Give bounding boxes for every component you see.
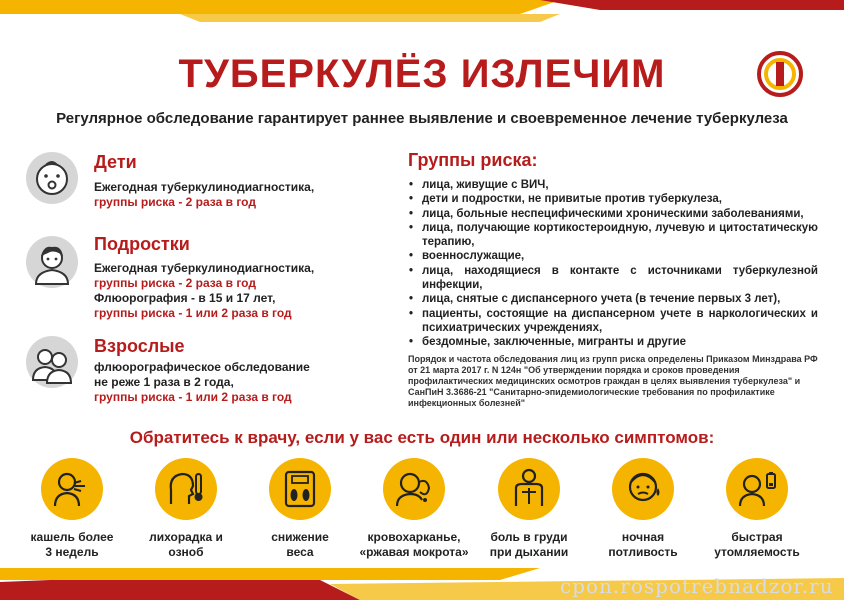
adults-icon (26, 336, 78, 388)
group-line: флюорографическое обследование (94, 360, 310, 374)
group-line: Ежегодная туберкулинодиагностика, (94, 261, 315, 275)
group-title-adults: Взрослые (94, 336, 185, 356)
group-line: Ежегодная туберкулинодиагностика, (94, 180, 315, 194)
sweating-face-icon (612, 458, 674, 520)
website-watermark: cpon.rospotrebnadzor.ru (560, 574, 834, 598)
group-title-children: Дети (94, 152, 137, 172)
risk-group-item: • военнослужащие, (408, 249, 818, 263)
symptom-label: кровохарканье, «ржавая мокрота» (359, 530, 469, 559)
group-line-risk: группы риска - 2 раза в год (94, 195, 256, 209)
group-line-risk: группы риска - 2 раза в год (94, 276, 256, 290)
risk-group-item: • лица, находящиеся в контакте с источниками туберкулезной инфекции, (408, 264, 818, 293)
risk-groups-title: Группы риска: (408, 150, 538, 170)
symptom-label: боль в груди при дыхании (489, 530, 569, 559)
symptom-label: быстрая утомляемость (714, 530, 800, 559)
risk-groups-list (408, 178, 818, 350)
page-subtitle: Регулярное обследование гарантирует раннее выявление и своевременное лечение туберкулеза (56, 110, 788, 127)
baby-face-icon (26, 152, 78, 204)
symptom-label: ночная потливость (608, 530, 678, 559)
risk-group-item: • лица, снятые с диспансерного учета (в течение первых 3 лет), (408, 292, 818, 306)
group-line: Флюорография - в 15 и 17 лет, (94, 291, 276, 305)
group-line-risk: группы риска - 1 или 2 раза в год (94, 306, 292, 320)
symptom-label: лихорадка и озноб (149, 530, 223, 559)
risk-group-item: • пациенты, состоящие на диспансерном учете в наркологических и психиатрических учреждениях, (408, 307, 818, 336)
group-text-children (94, 180, 314, 210)
symptom-label: снижение веса (271, 530, 329, 559)
group-text-teenagers (94, 261, 314, 321)
cough-icon (41, 458, 103, 520)
group-line: не реже 1 раза в 2 года, (94, 375, 234, 389)
low-battery-icon (726, 458, 788, 520)
risk-group-item: • лица, получающие кортикостероидную, лучевую и цитостатическую терапию, (408, 221, 818, 250)
symptom-label: кашель более 3 недель (30, 530, 114, 559)
risk-group-item: • дети и подростки, не привитые против туберкулеза, (408, 192, 818, 206)
scale-icon (269, 458, 331, 520)
top-decorative-stripes (0, 0, 844, 40)
risk-group-item: • бездомные, заключенные, мигранты и другие (408, 335, 818, 349)
regulation-note: Порядок и частота обследования лиц из групп риска определены Приказом Минздрава РФ от 21 марта 2017 г. N 124н "Об утверждении порядка и сроков проведения профилактических медицинских осмотров граждан в целях выявления туберкулеза" и СанПиН 3.3686-21 "Санитарно-эпидемиологические требования по профилактике инфекционных болезней" (408, 354, 818, 408)
group-line-risk: группы риска - 1 или 2 раза в год (94, 390, 292, 404)
risk-group-item: • лица, живущие с ВИЧ, (408, 178, 818, 192)
page-title: ТУБЕРКУЛЁЗ ИЗЛЕЧИМ (178, 52, 666, 96)
thermometer-head-icon (155, 458, 217, 520)
teenager-icon (26, 236, 78, 288)
group-text-adults (94, 360, 310, 405)
coughing-blood-icon (383, 458, 445, 520)
risk-group-item: • лица, больные неспецифическими хроническими заболеваниями, (408, 207, 818, 221)
symptoms-title: Обратитесь к врачу, если у вас есть один или несколько симптомов: (129, 428, 715, 447)
group-title-teenagers: Подростки (94, 234, 190, 254)
chest-pain-icon (498, 458, 560, 520)
